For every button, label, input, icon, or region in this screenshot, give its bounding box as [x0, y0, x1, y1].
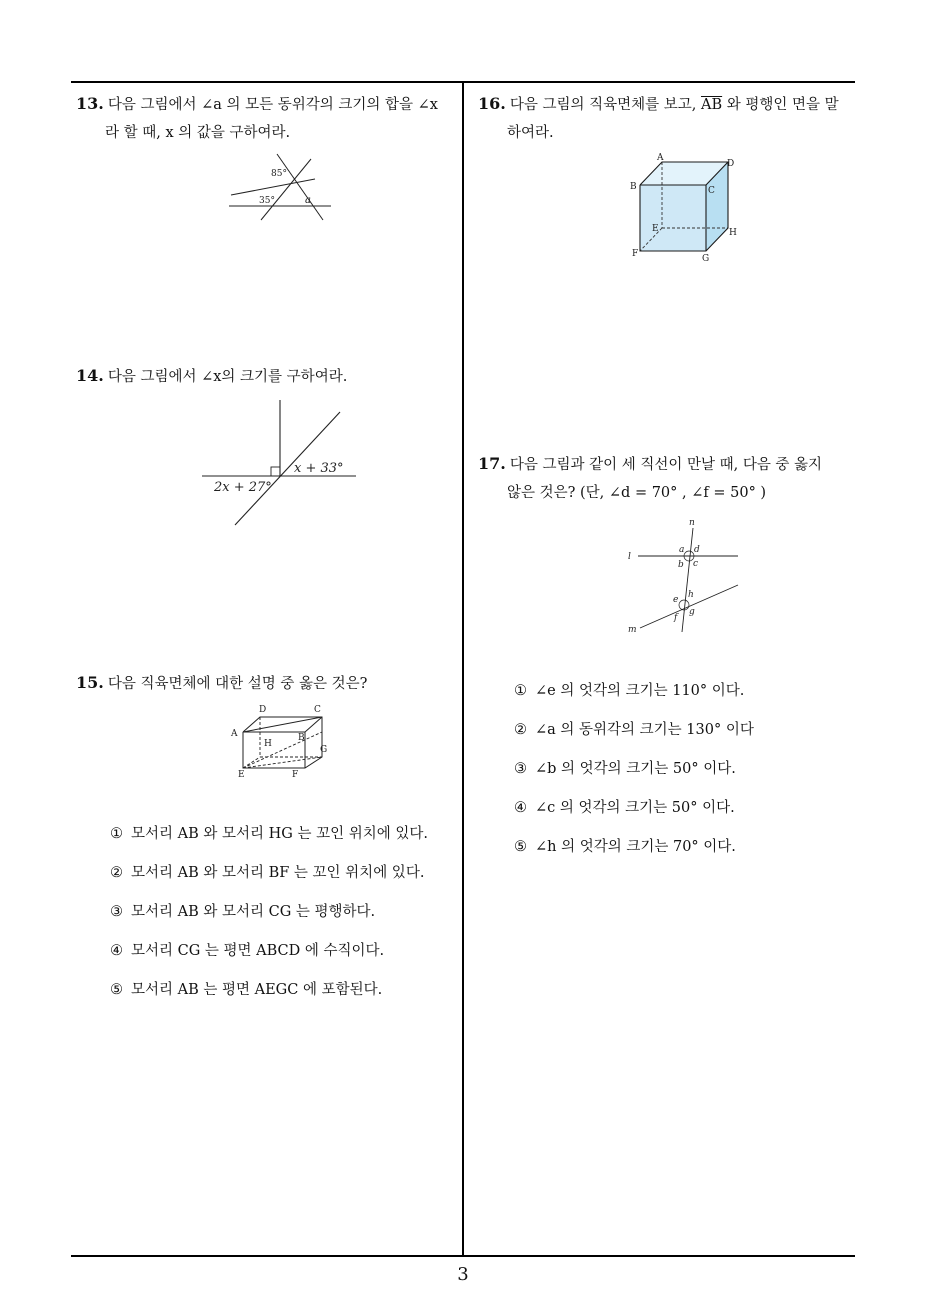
vertex-label: C [314, 705, 321, 715]
q13-figure [225, 150, 335, 222]
question-number: 16. [478, 94, 506, 113]
question-text: 다음 직육면체에 대한 설명 중 옳은 것은? [107, 676, 368, 692]
transversal-1 [277, 154, 323, 220]
q17-choice-2[interactable]: ② ∠a 의 동위각의 크기는 130° 이다 [514, 722, 754, 738]
question-text: 다음 그림과 같이 세 직선이 만날 때, 다음 중 옳지 [509, 457, 823, 473]
vertex-label: E [238, 770, 245, 780]
question-number: 14. [76, 366, 104, 385]
question-number: 13. [76, 94, 104, 113]
column-divider [462, 82, 464, 1257]
question-15 [76, 669, 461, 698]
angle-label-35: 35° [259, 196, 275, 206]
angle-label-c: c [693, 559, 699, 569]
q15-choice-1[interactable]: ① 모서리 AB 와 모서리 HG 는 꼬인 위치에 있다. [110, 826, 428, 842]
angle-label-b: b [678, 560, 684, 570]
vertex-label: B [298, 733, 305, 743]
vertex-label: A [657, 153, 664, 163]
angle-label-right: x + 33° [294, 461, 344, 476]
angle-label-f: f [674, 613, 678, 623]
question-13 [76, 90, 461, 147]
question-14 [76, 362, 461, 391]
angle-label-left: 2x + 27° [214, 480, 272, 495]
bottom-rule [71, 1255, 855, 1257]
vertex-label: F [292, 770, 299, 780]
vertex-label: H [264, 739, 272, 749]
vertex-label: G [702, 254, 710, 264]
vertex-label: B [630, 182, 637, 192]
vertex-label: A [231, 729, 238, 739]
q16-cuboid-figure [626, 152, 744, 264]
question-number: 17. [478, 454, 506, 473]
segment-ab: $\overline{AB}$ [700, 97, 723, 113]
q17-choice-1[interactable]: ① ∠e 의 엇각의 크기는 110° 이다. [514, 683, 745, 699]
question-text: 와 평행인 면을 말 [722, 97, 839, 113]
page-number: 3 [457, 1264, 469, 1285]
question-16 [478, 90, 858, 147]
question-text-cont: 않은 것은? (단, ∠d = 70° , ∠f = 50° ) [507, 485, 767, 501]
angle-label-a: a [679, 545, 685, 555]
angle-label-g: g [689, 607, 695, 617]
q17-figure [626, 516, 742, 636]
angle-label-85: 85° [271, 169, 287, 179]
line-label-m: m [628, 625, 637, 635]
q17-choice-4[interactable]: ④ ∠c 의 엇각의 크기는 50° 이다. [514, 800, 735, 816]
right-angle-mark [271, 467, 280, 476]
q14-figure [198, 396, 360, 530]
question-text: 다음 그림의 직육면체를 보고, [509, 97, 701, 113]
q17-choice-5[interactable]: ⑤ ∠h 의 엇각의 크기는 70° 이다. [514, 839, 736, 855]
question-text: 다음 그림에서 ∠x의 크기를 구하여라. [107, 369, 348, 385]
vertex-label: G [320, 745, 328, 755]
question-number: 15. [76, 673, 104, 692]
question-text-cont: 하여라. [507, 125, 554, 141]
q15-figure [228, 702, 338, 782]
vertex-label: D [727, 159, 735, 169]
vertex-label: C [708, 186, 715, 196]
q15-choice-4[interactable]: ④ 모서리 CG 는 평면 ABCD 에 수직이다. [110, 943, 385, 959]
angle-label-a: a [305, 195, 311, 206]
vertex-label: E [652, 224, 659, 234]
vertex-label: F [632, 249, 639, 259]
line-label-n: n [689, 518, 695, 528]
q15-choice-2[interactable]: ② 모서리 AB 와 모서리 BF 는 꼬인 위치에 있다. [110, 865, 425, 881]
vertex-label: H [729, 228, 737, 238]
question-text: 다음 그림에서 ∠a 의 모든 동위각의 크기의 합을 ∠x [107, 97, 438, 113]
question-17 [478, 450, 858, 507]
vertex-label: D [259, 705, 267, 715]
angle-label-e: e [673, 595, 679, 605]
angle-label-h: h [688, 590, 694, 600]
angle-label-d: d [694, 545, 700, 555]
q15-choice-5[interactable]: ⑤ 모서리 AB 는 평면 AEGC 에 포함된다. [110, 982, 383, 998]
parallel-line-top [231, 179, 315, 195]
q17-choice-3[interactable]: ③ ∠b 의 엇각의 크기는 50° 이다. [514, 761, 736, 777]
line-label-l: l [628, 552, 631, 562]
q15-choice-3[interactable]: ③ 모서리 AB 와 모서리 CG 는 평행하다. [110, 904, 376, 920]
question-text-cont: 라 할 때, x 의 값을 구하여라. [105, 125, 291, 141]
